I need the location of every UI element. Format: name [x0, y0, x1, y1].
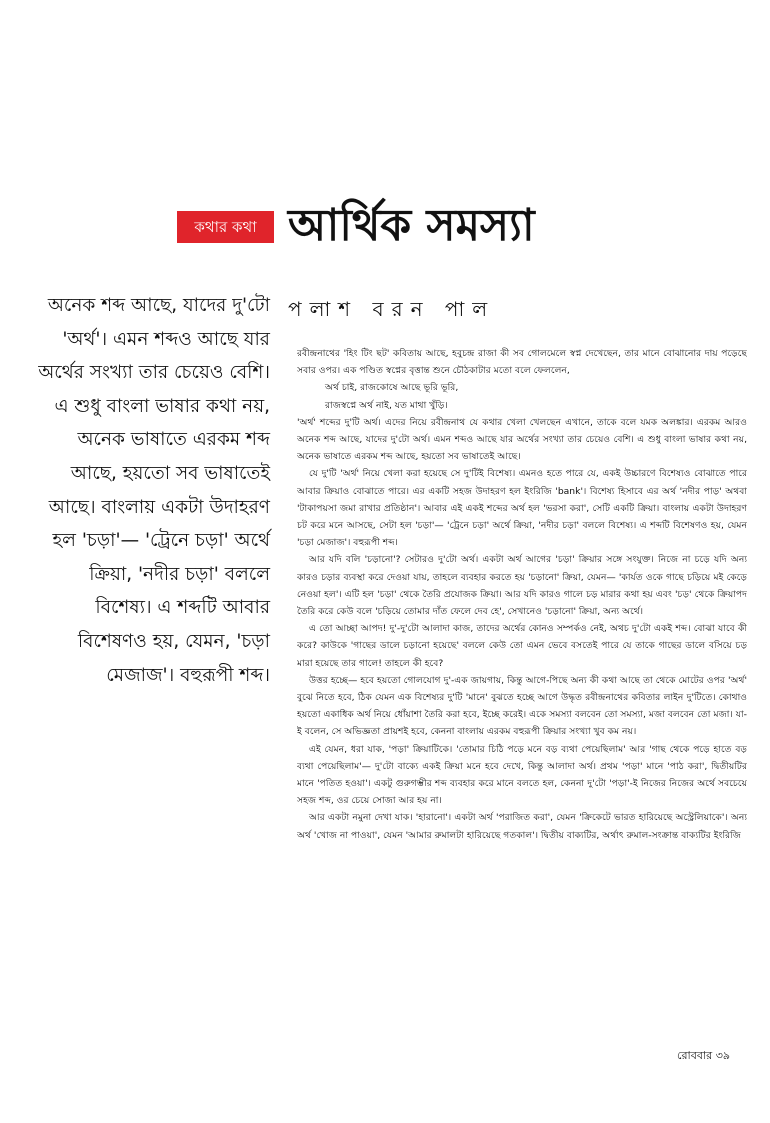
body-paragraph: এই যেমন, ধরা যাক, 'পড়া' ক্রিয়াটিকে। 'তোমার চিঠি পড়ে মনে বড় ব্যথা পেয়েছিলাম' আর 'গাছ থেকে পড়ে হাতে বড় ব্যথা পেয়েছিলাম'— দু'টো বাক্যে একই ক্রিয়া মনে হবে দেখে, কিন্তু আলাদা অর্থ। প্রথম 'পড়া' মানে 'পাঠ করা', দ্বিতীয়টির মানে 'পতিত হওয়া'। একটু গুরুগম্ভীর শব্দ ব্যবহার করে মানে বলতে হল, কেননা দু'টো 'পড়া'-ই নিজের নিজের অর্থে সবচেয়ে সহজ শব্দ, ওর চেয়ে সোজা আর হয় না।: [297, 743, 747, 807]
body-paragraph: আর একটা নমুনা দেখা যাক। 'হারানো'। একটা অর্থ 'পরাজিত করা', যেমন 'ক্রিকেটে ভারত হারিয়েছে অস্ট্রেলিয়াকে'। অন্য অর্থ 'খোজ না পাওয়া', যেমন 'আমার রুমালটা হারিয়েছে গতকাল'। দ্বিতীয় বাক্যটির, অর্থাৎ রুমাল-সংক্রান্ত বাক্যটির ইংরিজি: [297, 812, 747, 841]
body-paragraph: এ তো আচ্ছা আপদ! দু'-দু'টো আলাদা কাজ, তাদের অর্থের কোনও সম্পর্কও নেই, অথচ দু'টো একই শব্দ। বোঝা যাবে কী করে? কাউকে 'গাছের ডালে চড়ানো হয়েছে' বললে কেউ তো এমন ভেবে বসতেই পারে যে তাকে গাছের ডালে বসিয়ে চড় মারা হয়েছে তার গালে! তাহলে কী হবে?: [297, 623, 747, 669]
pull-quote: [30, 289, 270, 692]
pull-quote-text: অনেক শব্দ আছে, যাদের দু'টো 'অর্থ'। এমন শব্দও আছে যার অর্থের সংখ্যা তার চেয়েও বেশি। এ শুধু বাংলা ভাষার কথা নয়, অনেক ভাষাতে এরকম শব্দ আছে, হয়তো সব ভাষাতেই আছে। বাংলায় একটা উদাহরণ হল 'চড়া'— 'ট্রেনে চড়া' অর্থে ক্রিয়া, 'নদীর চড়া' বললে বিশেষ্য। এ শব্দটি আবার বিশেষণও হয়, যেমন, 'চড়া মেজাজ'। বহুরূপী শব্দ।: [38, 295, 270, 686]
quoted-verse: [325, 379, 747, 413]
author-byline: পলাশ বরন পাল: [288, 297, 496, 321]
verse-line: অর্থ চাই, রাজকোষে আছে ভূরি ভূরি,: [325, 382, 459, 394]
verse-line: রাজস্বপ্নে অর্থ নাই, যত মাথা খুঁড়ি।: [325, 399, 448, 411]
body-paragraph: উত্তর হচ্ছে— হবে হয়তো গোলযোগ দু'-এক জায়গায়, কিন্তু আগে-পিছে অন্য কী কথা আছে তা থেকে মোটের ওপর 'অর্থ' বুঝে নিতে হবে, ঠিক যেমন এক বিশেষ্যর দু'টি 'মানে' বুঝতে হচ্ছে আগে উদ্ধৃত রবীন্দ্রনাথের কবিতার লাইন দু'টিতে। কোথাও হয়তো একাধিক অর্থ নিয়ে ধোঁয়াশা তৈরি করা হবে, ইচ্ছে করেই। একে সমস্যা বলবেন তো সমস্যা, মজা বলবেন তো মজা। যা-ই বলেন, সে অভিজ্ঞতা প্রায়শই হবে, কেননা বাংলায় এরকম বহুরূপী ক্রিয়ার সংখ্যা খুব কম নয়।: [297, 674, 747, 738]
body-paragraph: যে দু'টি 'অর্থ' নিয়ে খেলা করা হয়েছে সে দু'টিই বিশেষ্য। এমনও হতে পারে যে, একই উচ্চারণে বিশেষ্যও বোঝাতে পারে আবার ক্রিয়াও বোঝাতে পারে। এর একটি সহজ উদাহরণ হল ইংরিজি 'bank'। বিশেষ্য হিসাবে এর অর্থ 'নদীর পাড়' অথবা 'টাকাপয়সা জমা রাখার প্রতিষ্ঠান'। আবার এই একই শব্দের অর্থ হল 'ভরসা করা', সেটি একটি ক্রিয়া। বাংলায় একটা উদাহরণ চট করে মনে আসছে, সেটা হল 'চড়া'— 'ট্রেনে চড়া' অর্থে ক্রিয়া, 'নদীর চড়া' বললে বিশেষ্য। এ শব্দটি বিশেষণও হয়, যেমন 'চড়া মেজাজ'। বহুরূপী শব্দ।: [297, 468, 747, 549]
body-paragraph: রবীন্দ্রনাথের 'হিং টিং ছট' কবিতায় আছে, হবুচন্দ্র রাজা কী সব গোলমেলে স্বপ্ন দেখেছেন, তার মানে বোঝানোর দায় পড়েছে সবার ওপর। এক পণ্ডিত স্বপ্নের বৃত্তান্ত শুনে চৌঠকাটার মতো বলে ফেললেন,: [297, 348, 747, 377]
page-folio: রোববার ৩৯: [677, 1049, 730, 1062]
body-paragraph: 'অর্থ' শব্দের দু'টি অর্থ। এদের নিয়ে রবীন্দ্রনাথ যে কথার খেলা খেলছেন এখানে, তাকে বলে যমক অলঙ্কার। এরকম আরও অনেক শব্দ আছে, যাদের দু'টো অর্থ। এমন শব্দও আছে যার অর্থের সংখ্যা তার চেয়েও বেশি। এ শুধু বাংলা ভাষার কথা নয়, অনেক ভাষাতে এরকম শব্দ আছে, হয়তো সব ভাষাতেই আছে।: [297, 416, 747, 463]
section-tag: কথার কথা: [177, 211, 274, 243]
article-title: আর্থিক সমস্যা: [288, 200, 535, 251]
body-paragraph: আর যদি বলি 'চড়ানো'? সেটারও দু'টো অর্থ। একটা অর্থ আগের 'চড়া' ক্রিয়ার সঙ্গে সংযুক্ত। নিজে না চড়ে যদি অন্য কারও চড়ার ব্যবস্থা করে দেওয়া যায়, তাহলে ব্যবহার করতে হয় 'চড়ানো' ক্রিয়া, যেমন— 'কার্যত ওকে গাছে চড়িয়ে মই কেড়ে নেওয়া হল'। এটি হল 'চড়া' থেকে তৈরি প্রযোজক ক্রিয়া। আর যদি কারও গালে চড় মারার কথা হয় এবং 'চড়' থেকে ক্রিয়াপদ তৈরি করে কেউ বলে 'চড়িয়ে তোমার দাঁত ফেলে দেব হে', সেখানেও 'চড়ানো' ক্রিয়া, অন্য অর্থে।: [297, 554, 747, 618]
article-body: [297, 345, 747, 1035]
